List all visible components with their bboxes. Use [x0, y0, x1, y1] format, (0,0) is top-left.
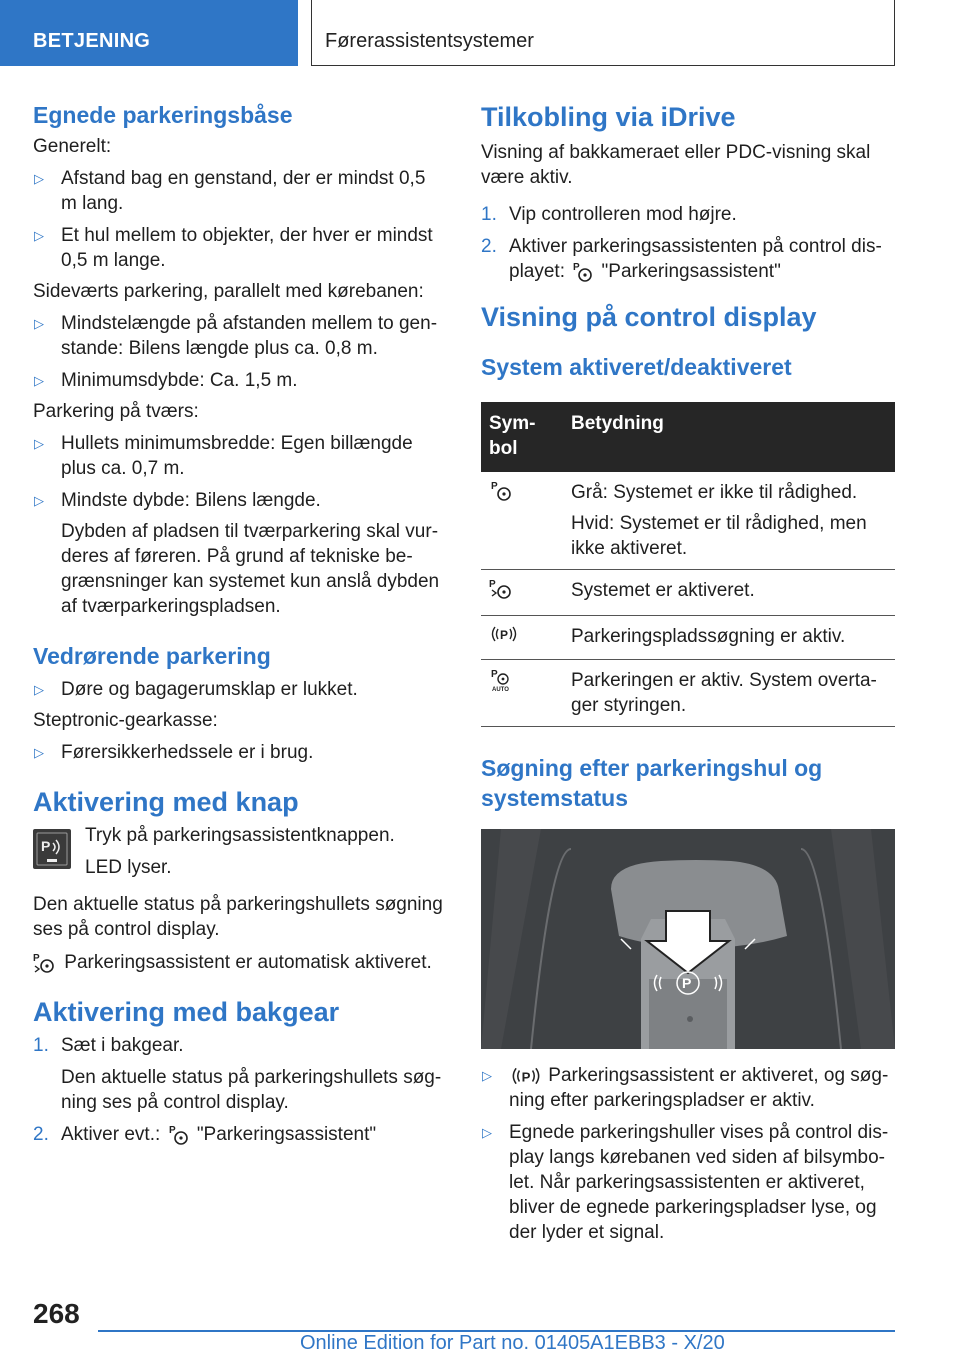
edition-text: Online Edition for Part no. 01405A1EBB3 - X/20: [300, 1332, 725, 1354]
list-item: ▷ Egnede parkeringshuller vises på control display langs kørebanen ved siden af bilsymbolet. Når parkeringsassistenten er aktiveret, bliver de egnede parkeringspladser lyse, og der lyder et signal.: [481, 1120, 895, 1245]
list-item: ▷ Afstand bag en genstand, der er mindst 0,5 m lang.: [33, 166, 443, 216]
general-label: Generelt:: [33, 136, 112, 157]
list-item-text: Parkeringsassistent er aktiveret, og søgning efter parkeringspladser er aktiv.: [509, 1065, 889, 1111]
idrive-step-1: [481, 202, 895, 227]
svg-text:P: P: [33, 952, 40, 964]
step-number: 1.: [481, 204, 497, 225]
table-cell: Parkeringspladssøgning er aktiv.: [563, 616, 895, 660]
auto-activated-text: Parkeringsassistent er automatisk aktiveret.: [64, 952, 432, 973]
table-cell: Hvid: Systemet er til rådighed, men ikke aktiveret.: [571, 513, 867, 559]
list-item: ▷ Førersikkerhedssele er i brug.: [33, 740, 443, 765]
step-text: Aktiver parkeringsassistenten på control displayet:: [509, 236, 882, 282]
heading-suitable-spaces: Egnede parkeringsbåse: [33, 102, 293, 128]
parking-assistant-icon: [166, 1124, 192, 1146]
heading-control-display: Visning på control display: [481, 302, 817, 332]
parking-display-illustration: [481, 829, 895, 1049]
list-item: ▷ Mindstelængde på afstanden mellem to genstande: Bilens længde plus ca. 0,8 m.: [33, 311, 443, 361]
svg-text:P: P: [41, 838, 51, 854]
table-row: [481, 570, 895, 616]
parking-search-icon: [509, 1065, 543, 1087]
table-row: [481, 616, 895, 660]
page-number: 268: [33, 1298, 80, 1329]
parking-search-icon: [489, 624, 519, 644]
status-text: Den aktuelle status på parkeringshullets søgning ses på control display.: [33, 894, 443, 940]
heading-search-status: Søgning efter parkeringshul og systemstatus: [481, 755, 823, 811]
parking-assistant-icon: [489, 480, 515, 502]
section-tab: [0, 0, 298, 66]
parking-auto-icon: [489, 668, 517, 692]
idrive-step-2: [481, 234, 895, 284]
parking-assistant-active-icon: [489, 578, 515, 600]
heading-idrive: Tilkobling via iDrive: [481, 102, 736, 132]
parking-assistant-active-icon: [33, 952, 59, 974]
steptronic-label: Steptronic-gearkasse:: [33, 710, 218, 731]
heading-reverse-activation: Aktivering med bakgear: [33, 997, 340, 1027]
table-cell: Systemet er aktiveret.: [563, 570, 895, 616]
svg-text:P: P: [168, 1124, 176, 1136]
parking-assistant-icon: [570, 261, 596, 283]
button-instruction: Tryk på parkeringsassistentknappen.: [85, 825, 395, 846]
heading-regarding-parking: Vedrørende parkering: [33, 643, 271, 669]
table-cell: Parkeringen er aktiv. System overtager styringen.: [563, 660, 895, 727]
svg-text:P: P: [489, 579, 496, 590]
step-text: Aktiver evt.:: [61, 1124, 161, 1145]
svg-text:P: ▷ P: [521, 1069, 531, 1085]
table-cell: Grå: Systemet er ikke til rådighed.: [571, 482, 858, 503]
step-text: Sæt i bakgear.: [61, 1035, 184, 1056]
cross-label: Parkering på tværs:: [33, 401, 199, 422]
chapter-tab: [311, 0, 895, 66]
table-row: [481, 660, 895, 727]
list-item: ▷ Et hul mellem to objekter, der hver er mindst 0,5 m lange.: [33, 223, 443, 273]
table-header-meaning: Betydning: [563, 402, 895, 472]
cross-note: Dybden af pladsen til tværparkering skal vurderes af føreren. På grund af tekniske begrænsninger kan systemet kun anslå dybden af tværparkeringspladsen.: [61, 521, 440, 617]
step-1-note: Den aktuelle status på parkeringshullets søgning ses på control display.: [61, 1067, 442, 1113]
table-header-row: [481, 402, 895, 472]
svg-text:P: P: [682, 975, 692, 991]
heading-button-activation: Aktivering med knap: [33, 787, 299, 817]
step-number: 1.: [33, 1035, 49, 1056]
parking-display-image: [481, 829, 895, 1049]
step-label: "Parkeringsassistent": [196, 1124, 377, 1145]
svg-text:P: P: [573, 261, 580, 273]
table-header-symbol: Symbol: [481, 402, 563, 472]
heading-system-status: System aktiveret/deaktiveret: [481, 354, 792, 380]
right-column: [481, 100, 895, 1245]
svg-text:P: P: [491, 481, 498, 492]
step-label: "Parkeringsassistent": [601, 261, 781, 282]
list-item: ▷ Hullets minimumsbredde: Egen billængde plus ca. 0,7 m.: [33, 431, 443, 481]
chapter-title: Førerassistentsystemer: [325, 30, 534, 52]
table-row: [481, 472, 895, 570]
button-block: [33, 823, 443, 880]
list-item: ▷ Minimumsdybde: Ca. 1,5 m.: [33, 368, 443, 393]
idrive-text: Visning af bakkameraet eller PDC-visning skal være aktiv.: [481, 142, 871, 188]
led-text: LED lyser.: [85, 857, 172, 878]
left-column: [33, 100, 443, 1147]
auto-activated-line: [33, 950, 443, 975]
svg-text:P: P: [500, 628, 509, 642]
list-item: ▷ Mindste dybde: Bilens længde.: [33, 488, 443, 513]
sideways-label: Sideværts parkering, parallelt med kørebanen:: [33, 281, 424, 302]
list-item: [481, 1063, 895, 1113]
list-item: ▷ Døre og bagagerumsklap er lukket.: [33, 677, 443, 702]
svg-text:P: P: [491, 669, 498, 680]
step-1: [33, 1033, 443, 1058]
step-number: 2.: [481, 236, 497, 257]
svg-text:AUTO: AUTO: [492, 687, 509, 692]
symbol-table: [481, 402, 895, 727]
section-title: BETJENING: [33, 30, 151, 52]
step-text: Vip controlleren mod højre.: [509, 204, 737, 225]
step-number: 2.: [33, 1124, 49, 1145]
parking-button-icon: [33, 829, 71, 869]
step-2: [33, 1122, 443, 1147]
